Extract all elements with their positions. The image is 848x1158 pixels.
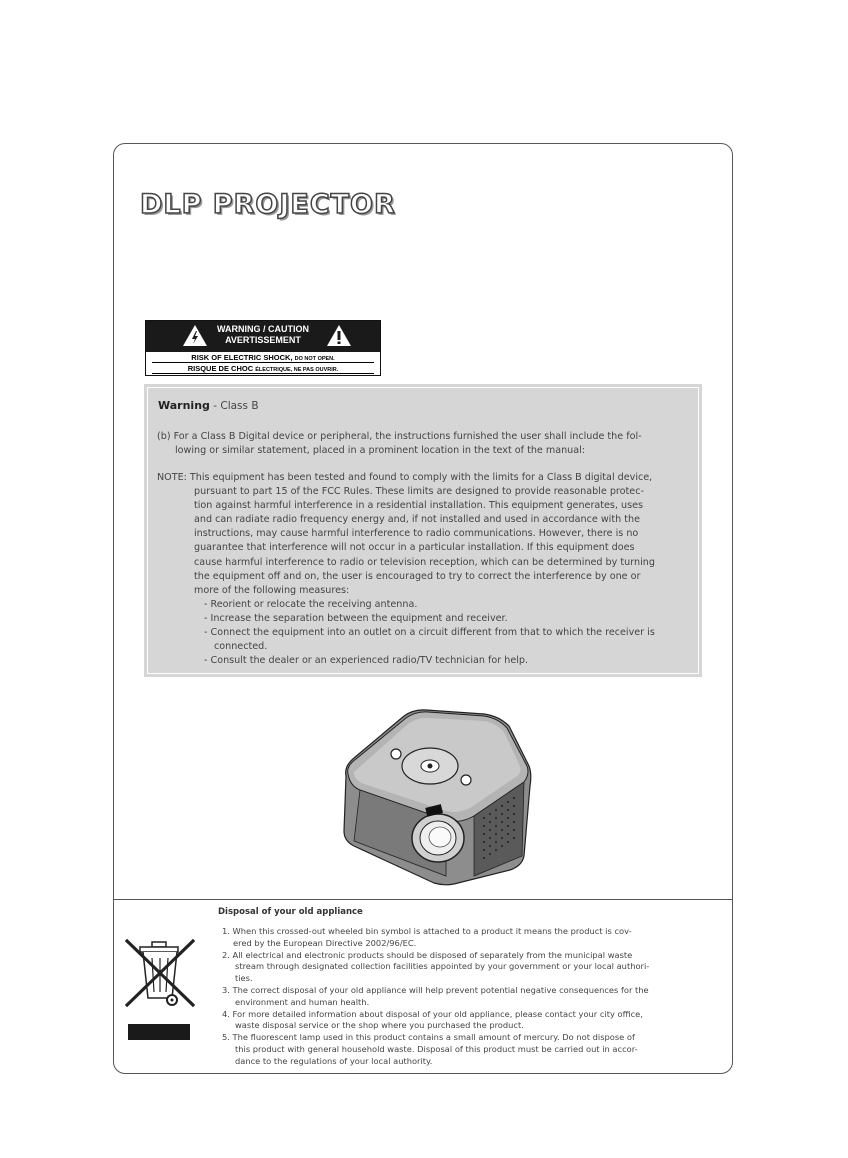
warning-label-line2: AVERTISSEMENT <box>225 335 301 345</box>
projector-illustration <box>334 706 534 886</box>
disposal-list <box>222 926 722 1068</box>
risk-english-line: RISK OF ELECTRIC SHOCK, DO NOT OPEN. <box>191 353 335 362</box>
fcc-warning-inner <box>147 387 699 674</box>
list-item: 2. All electrical and electronic products should be disposed of separately from the municipal waste <box>222 949 633 960</box>
list-item-continuation: waste disposal service or the shop where you purchased the product. <box>235 1020 524 1031</box>
fcc-warning-heading: Warning - Class B <box>158 399 259 412</box>
list-item: 1. When this crossed-out wheeled bin symbol is attached to a product it means the product is cov- <box>222 926 632 936</box>
page-title: DLP PROJECTOR <box>140 189 396 220</box>
warning-label-bottom-rule <box>152 373 374 374</box>
warning-caution-label <box>145 320 381 376</box>
fcc-note: NOTE: This equipment has been tested and found to comply with the limits for a Class B digital device, pursuant to part 15 of the FCC Rules. These limits are designed to provide reasonable protec- tion against harmful interference in a residential installation. This equipment generates, uses and can radiate radio frequency energy and, if not installed and used in accordance with the instructions, may cause harmful interference to radio communications. However, there is no guarantee that interference will not occur in a particular installation. If this equipment does cause harmful interference to radio or television reception, which can be determined by turning the equipment off and on, the user is encouraged to try to correct the interference by one or more of the following measures: - Reorient or relocate the receiving antenna. - Increase the separation between the equipment and receiver. - Connect the equipment into an outlet on a circuit different from that to which the receiver is connected. - Consult the dealer or an experienced radio/TV technician for help. <box>157 471 655 668</box>
list-item: 3. The correct disposal of your old appliance will help prevent potential negative consequences for the <box>222 984 649 995</box>
list-item-continuation: ered by the European Directive 2002/96/EC. <box>233 937 417 948</box>
risk-french-line: RISQUE DE CHOC ÉLECTRIQUE, NE PAS OUVRIR. <box>187 364 339 373</box>
list-item-continuation: this product with general household waste. Disposal of this product must be carried out in accor- <box>235 1043 638 1054</box>
measure-item: - Consult the dealer or an experienced radio/TV technician for help. <box>204 655 529 667</box>
measure-item-continuation: connected. <box>214 641 268 653</box>
disposal-divider <box>113 899 733 900</box>
list-item: 4. For more detailed information about disposal of your old appliance, please contact your city office, <box>222 1008 643 1019</box>
list-item-continuation: ties. <box>235 973 253 984</box>
list-item-continuation: stream through designated collection facilities appointed by your government or your local authori- <box>235 961 650 972</box>
measure-item: - Increase the separation between the equipment and receiver. <box>204 612 508 624</box>
list-item-continuation: dance to the regulations of your local authority. <box>235 1055 433 1066</box>
crossed-out-wheeled-bin-icon <box>122 936 200 1014</box>
warning-label-divider <box>152 362 374 363</box>
warning-label-header <box>146 321 380 352</box>
list-item-continuation: environment and human health. <box>235 996 370 1007</box>
measure-item: - Reorient or relocate the receiving antenna. <box>204 598 418 610</box>
fcc-warning-box <box>144 384 702 677</box>
disposal-title: Disposal of your old appliance <box>218 907 363 917</box>
measure-item: - Connect the equipment into an outlet on a circuit different from that to which the receiver is <box>204 627 655 639</box>
warning-label-line1: WARNING / CAUTION <box>217 324 309 334</box>
fcc-clause-b: (b) For a Class B Digital device or peripheral, the instructions furnished the user shall include the fol- lowing or similar statement, placed in a prominent location in the text of the manual: <box>157 431 642 457</box>
disposal-black-bar <box>128 1024 190 1040</box>
exclamation-triangle-icon <box>326 324 352 347</box>
list-item: 5. The fluorescent lamp used in this product contains a small amount of mercury. Do not dispose of <box>222 1032 635 1043</box>
